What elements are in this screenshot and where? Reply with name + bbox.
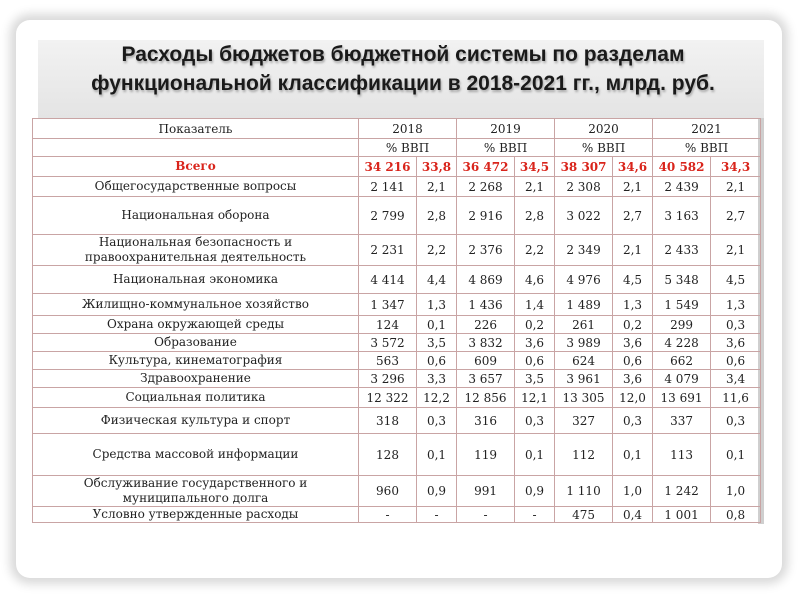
value-cell: 226 — [457, 316, 515, 334]
table-row — [33, 334, 761, 352]
page-title — [40, 40, 766, 98]
value-cell: - — [457, 507, 515, 523]
row-label: Здравоохранение — [33, 370, 359, 388]
table-row — [33, 388, 761, 408]
row-label: Национальная экономика — [33, 266, 359, 294]
gdp-share-cell: 1,4 — [515, 294, 555, 316]
gdp-share-cell: 12,1 — [515, 388, 555, 408]
value-cell: 2 799 — [359, 197, 417, 235]
value-cell: 3 296 — [359, 370, 417, 388]
gdp-share-cell: 0,3 — [711, 408, 761, 434]
gdp-share-cell: - — [515, 507, 555, 523]
gdp-share-cell: 34,5 — [515, 157, 555, 177]
gdp-share-cell: 3,6 — [515, 334, 555, 352]
value-cell: 4 976 — [555, 266, 613, 294]
table-row — [33, 408, 761, 434]
value-cell: 2 268 — [457, 177, 515, 197]
value-cell: 2 439 — [653, 177, 711, 197]
gdp-share-cell: 2,7 — [613, 197, 653, 235]
value-cell: - — [359, 507, 417, 523]
value-cell: 3 572 — [359, 334, 417, 352]
value-cell: 4 228 — [653, 334, 711, 352]
gdp-share-cell: 3,4 — [711, 370, 761, 388]
gdp-share-cell: 2,7 — [711, 197, 761, 235]
title-line-1: Расходы бюджетов бюджетной системы по разделам — [121, 43, 685, 66]
gdp-share-cell: 0,2 — [515, 316, 555, 334]
header-year: 2020 — [555, 119, 653, 139]
value-cell: 609 — [457, 352, 515, 370]
value-cell: 2 308 — [555, 177, 613, 197]
gdp-share-cell: 2,2 — [417, 235, 457, 266]
gdp-share-cell: 0,6 — [711, 352, 761, 370]
value-cell: 40 582 — [653, 157, 711, 177]
value-cell: 3 989 — [555, 334, 613, 352]
value-cell: 1 489 — [555, 294, 613, 316]
value-cell: 3 163 — [653, 197, 711, 235]
gdp-share-cell: 12,0 — [613, 388, 653, 408]
value-cell: 475 — [555, 507, 613, 523]
value-cell: 624 — [555, 352, 613, 370]
value-cell: 2 349 — [555, 235, 613, 266]
gdp-share-cell: 1,0 — [711, 476, 761, 507]
gdp-share-cell: 4,6 — [515, 266, 555, 294]
gdp-share-cell: 33,8 — [417, 157, 457, 177]
value-cell: 318 — [359, 408, 417, 434]
gdp-share-cell: 0,6 — [515, 352, 555, 370]
budget-table — [32, 118, 761, 523]
gdp-share-cell: 3,6 — [613, 334, 653, 352]
gdp-share-cell: 34,3 — [711, 157, 761, 177]
value-cell: 2 376 — [457, 235, 515, 266]
value-cell: 5 348 — [653, 266, 711, 294]
gdp-share-cell: 0,1 — [417, 316, 457, 334]
gdp-share-cell: 11,6 — [711, 388, 761, 408]
header-gdp-label: % ВВП — [555, 139, 653, 157]
value-cell: 3 657 — [457, 370, 515, 388]
value-cell: 662 — [653, 352, 711, 370]
gdp-share-cell: 2,1 — [711, 235, 761, 266]
gdp-share-cell: 3,5 — [417, 334, 457, 352]
title-line-2: функциональной классификации в 2018-2021 гг., млрд. руб. — [91, 72, 715, 95]
gdp-share-cell: 0,1 — [515, 434, 555, 476]
table-row — [33, 316, 761, 334]
value-cell: 563 — [359, 352, 417, 370]
row-label: Охрана окружающей среды — [33, 316, 359, 334]
table-row — [33, 507, 761, 523]
value-cell: 112 — [555, 434, 613, 476]
table-row — [33, 266, 761, 294]
header-gdp-label: % ВВП — [359, 139, 457, 157]
gdp-share-cell: 0,3 — [613, 408, 653, 434]
row-label: Национальная оборона — [33, 197, 359, 235]
gdp-share-cell: 0,2 — [613, 316, 653, 334]
table-row — [33, 235, 761, 266]
value-cell: 337 — [653, 408, 711, 434]
value-cell: 38 307 — [555, 157, 613, 177]
row-label: Национальная безопасность и правоохранительная деятельность — [33, 235, 359, 266]
table-row — [33, 177, 761, 197]
header-row-gdp — [33, 139, 761, 157]
gdp-share-cell: 2,8 — [417, 197, 457, 235]
header-year: 2019 — [457, 119, 555, 139]
value-cell: 1 347 — [359, 294, 417, 316]
table-row — [33, 197, 761, 235]
gdp-share-cell: 2,1 — [515, 177, 555, 197]
value-cell: 1 242 — [653, 476, 711, 507]
row-label: Общегосударственные вопросы — [33, 177, 359, 197]
value-cell: 327 — [555, 408, 613, 434]
row-label: Условно утвержденные расходы — [33, 507, 359, 523]
value-cell: 113 — [653, 434, 711, 476]
value-cell: 36 472 — [457, 157, 515, 177]
table-row — [33, 476, 761, 507]
value-cell: 34 216 — [359, 157, 417, 177]
table-row — [33, 352, 761, 370]
value-cell: 3 832 — [457, 334, 515, 352]
value-cell: 1 001 — [653, 507, 711, 523]
gdp-share-cell: 0,1 — [417, 434, 457, 476]
header-row-years — [33, 119, 761, 139]
row-label: Физическая культура и спорт — [33, 408, 359, 434]
gdp-share-cell: 4,5 — [711, 266, 761, 294]
gdp-share-cell: 2,1 — [613, 235, 653, 266]
value-cell: 2 916 — [457, 197, 515, 235]
value-cell: 13 691 — [653, 388, 711, 408]
row-label: Всего — [33, 157, 359, 177]
value-cell: 4 869 — [457, 266, 515, 294]
row-label: Культура, кинематография — [33, 352, 359, 370]
total-row — [33, 157, 761, 177]
gdp-share-cell: 3,6 — [613, 370, 653, 388]
header-year: 2021 — [653, 119, 761, 139]
value-cell: 299 — [653, 316, 711, 334]
gdp-share-cell: 0,3 — [515, 408, 555, 434]
gdp-share-cell: 0,4 — [613, 507, 653, 523]
value-cell: 3 022 — [555, 197, 613, 235]
value-cell: 13 305 — [555, 388, 613, 408]
row-label: Обслуживание государственного и муниципального долга — [33, 476, 359, 507]
value-cell: 1 110 — [555, 476, 613, 507]
value-cell: 12 856 — [457, 388, 515, 408]
value-cell: 12 322 — [359, 388, 417, 408]
gdp-share-cell: 34,6 — [613, 157, 653, 177]
gdp-share-cell: 12,2 — [417, 388, 457, 408]
row-label: Средства массовой информации — [33, 434, 359, 476]
gdp-share-cell: 0,9 — [417, 476, 457, 507]
gdp-share-cell: 2,1 — [711, 177, 761, 197]
value-cell: 4 079 — [653, 370, 711, 388]
gdp-share-cell: 0,6 — [613, 352, 653, 370]
value-cell: 1 549 — [653, 294, 711, 316]
gdp-share-cell: 3,3 — [417, 370, 457, 388]
gdp-share-cell: 1,3 — [613, 294, 653, 316]
gdp-share-cell: 0,3 — [711, 316, 761, 334]
gdp-share-cell: 0,1 — [711, 434, 761, 476]
row-label: Жилищно-коммунальное хозяйство — [33, 294, 359, 316]
gdp-share-cell: 0,9 — [515, 476, 555, 507]
gdp-share-cell: 3,6 — [711, 334, 761, 352]
value-cell: 960 — [359, 476, 417, 507]
gdp-share-cell: 1,3 — [417, 294, 457, 316]
gdp-share-cell: 0,8 — [711, 507, 761, 523]
value-cell: 261 — [555, 316, 613, 334]
value-cell: 316 — [457, 408, 515, 434]
header-indicator: Показатель — [33, 119, 359, 139]
table-row — [33, 370, 761, 388]
table-row — [33, 294, 761, 316]
gdp-share-cell: 4,5 — [613, 266, 653, 294]
gdp-share-cell: 2,1 — [613, 177, 653, 197]
value-cell: 2 231 — [359, 235, 417, 266]
header-empty-cell — [33, 139, 359, 157]
gdp-share-cell: 4,4 — [417, 266, 457, 294]
table-row — [33, 434, 761, 476]
value-cell: 2 141 — [359, 177, 417, 197]
value-cell: 124 — [359, 316, 417, 334]
header-year: 2018 — [359, 119, 457, 139]
gdp-share-cell: 0,6 — [417, 352, 457, 370]
value-cell: 2 433 — [653, 235, 711, 266]
value-cell: 991 — [457, 476, 515, 507]
row-label: Социальная политика — [33, 388, 359, 408]
value-cell: 128 — [359, 434, 417, 476]
gdp-share-cell: 2,1 — [417, 177, 457, 197]
value-cell: 119 — [457, 434, 515, 476]
header-gdp-label: % ВВП — [457, 139, 555, 157]
gdp-share-cell: 3,5 — [515, 370, 555, 388]
gdp-share-cell: - — [417, 507, 457, 523]
row-label: Образование — [33, 334, 359, 352]
gdp-share-cell: 2,8 — [515, 197, 555, 235]
value-cell: 3 961 — [555, 370, 613, 388]
header-gdp-label: % ВВП — [653, 139, 761, 157]
value-cell: 4 414 — [359, 266, 417, 294]
gdp-share-cell: 1,3 — [711, 294, 761, 316]
gdp-share-cell: 0,3 — [417, 408, 457, 434]
gdp-share-cell: 1,0 — [613, 476, 653, 507]
value-cell: 1 436 — [457, 294, 515, 316]
gdp-share-cell: 2,2 — [515, 235, 555, 266]
gdp-share-cell: 0,1 — [613, 434, 653, 476]
